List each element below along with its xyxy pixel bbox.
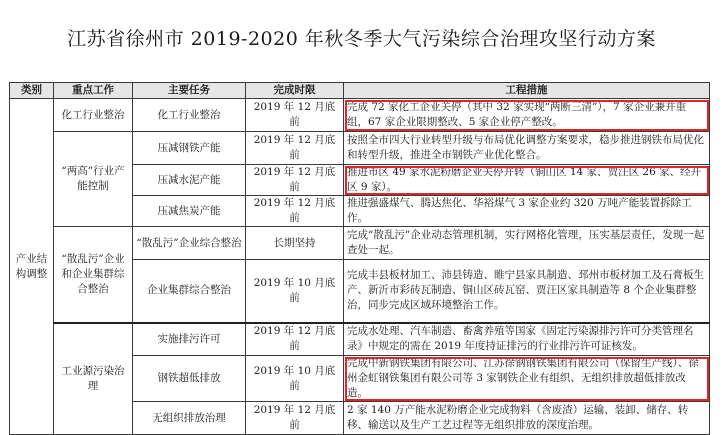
deadline-cell: 2019 年 12 月底前 <box>246 402 344 435</box>
task-cell: “散乱污”企业综合整治 <box>133 227 246 260</box>
key-work-cell: “两高”行业产能控制 <box>54 132 133 227</box>
category-cell: 产业结构调整 <box>10 99 54 435</box>
measure-cell-highlighted: 完成中新钢铁集团有限公司、江苏徐钢钢铁集团有限公司（保留生产线）、徐州金虹钢铁集团有限公司等 3 家钢铁企业有组织、无组织排放超低排放改造。 <box>344 356 710 402</box>
deadline-cell: 2019 年 12 月底前 <box>246 323 344 356</box>
key-work-cell: “散乱污”企业和企业集群综合整治 <box>54 227 133 323</box>
measure-cell: 2 家 140 万产能水泥粉磨企业完成物料（含废渣）运输、装卸、储存、转移、输送以及生产工艺过程等无组织排放的深度治理。 <box>344 402 710 435</box>
table-row <box>10 227 710 260</box>
task-cell: 企业集群综合整治 <box>133 260 246 323</box>
measure-cell: 完成“散乱污”企业动态管理机制，实行网格化管理，压实基层责任，发现一起查处一起。 <box>344 227 710 260</box>
deadline-cell: 2019 年 12 月底前 <box>246 165 344 196</box>
table-row <box>10 323 710 356</box>
deadline-cell: 2019 年 12 月底前 <box>246 132 344 165</box>
table-header-row <box>10 83 710 99</box>
header-key-work: 重点工作 <box>54 83 133 99</box>
measure-cell: 推进强盛煤气、腾达焦化、华裕煤气 3 家企业约 320 万吨产能装置拆除工作。 <box>344 196 710 227</box>
key-work-cell: 化工行业整治 <box>54 99 133 132</box>
header-task: 主要任务 <box>133 83 246 99</box>
task-cell: 压减焦炭产能 <box>133 196 246 227</box>
task-cell: 化工行业整治 <box>133 99 246 132</box>
deadline-cell: 2019 年 10 月底前 <box>246 260 344 323</box>
measure-cell: 按照全市四大行业转型升级与布局优化调整方案要求，稳步推进钢铁布局优化和转型升级，推进全市钢铁产业优化整合。 <box>344 132 710 165</box>
deadline-cell: 2019 年 10 月底前 <box>246 356 344 402</box>
task-cell: 无组织排放治理 <box>133 402 246 435</box>
table-row <box>10 132 710 165</box>
header-category: 类别 <box>10 83 54 99</box>
measure-cell-highlighted: 完成 72 家化工企业关停（其中 32 家实现“两断三清”），7 家企业兼并重组，67 家企业限期整改、5 家企业停产整改。 <box>344 99 710 132</box>
key-work-cell: 工业源污染治理 <box>54 323 133 435</box>
page-title: 江苏省徐州市 2019-2020 年秋冬季大气污染综合治理攻坚行动方案 <box>67 28 656 50</box>
header-measure: 工程措施 <box>344 83 710 99</box>
measure-cell: 完成水处理、汽车制造、畜禽养殖等国家《固定污染源排污许可分类管理名录》中规定的需在 2019 年度持证排污的行业排污许可证核发。 <box>344 323 710 356</box>
deadline-cell: 2019 年 12 月底前 <box>246 99 344 132</box>
task-cell: 实施排污许可 <box>133 323 246 356</box>
deadline-cell: 长期坚持 <box>246 227 344 260</box>
measures-table <box>9 82 710 435</box>
measure-cell-highlighted: 推进市区 49 家水泥粉磨企业关停并转（铜山区 14 家、贾汪区 26 家、经开区 9 家）。 <box>344 165 710 196</box>
measure-cell: 完成丰县板材加工、沛县铸造、睢宁县家具制造、邳州市板材加工及石膏板生产、新沂市彩砖瓦制造、铜山区砖瓦窑、贾汪区家具制造等 8 个企业集群整治，同步完成区域环境整治工作。 <box>344 260 710 323</box>
deadline-cell: 2019 年 12 月底前 <box>246 196 344 227</box>
task-cell: 压减水泥产能 <box>133 165 246 196</box>
task-cell: 压减钢铁产能 <box>133 132 246 165</box>
task-cell: 钢铁超低排放 <box>133 356 246 402</box>
header-deadline: 完成时限 <box>246 83 344 99</box>
table-row <box>10 99 710 132</box>
